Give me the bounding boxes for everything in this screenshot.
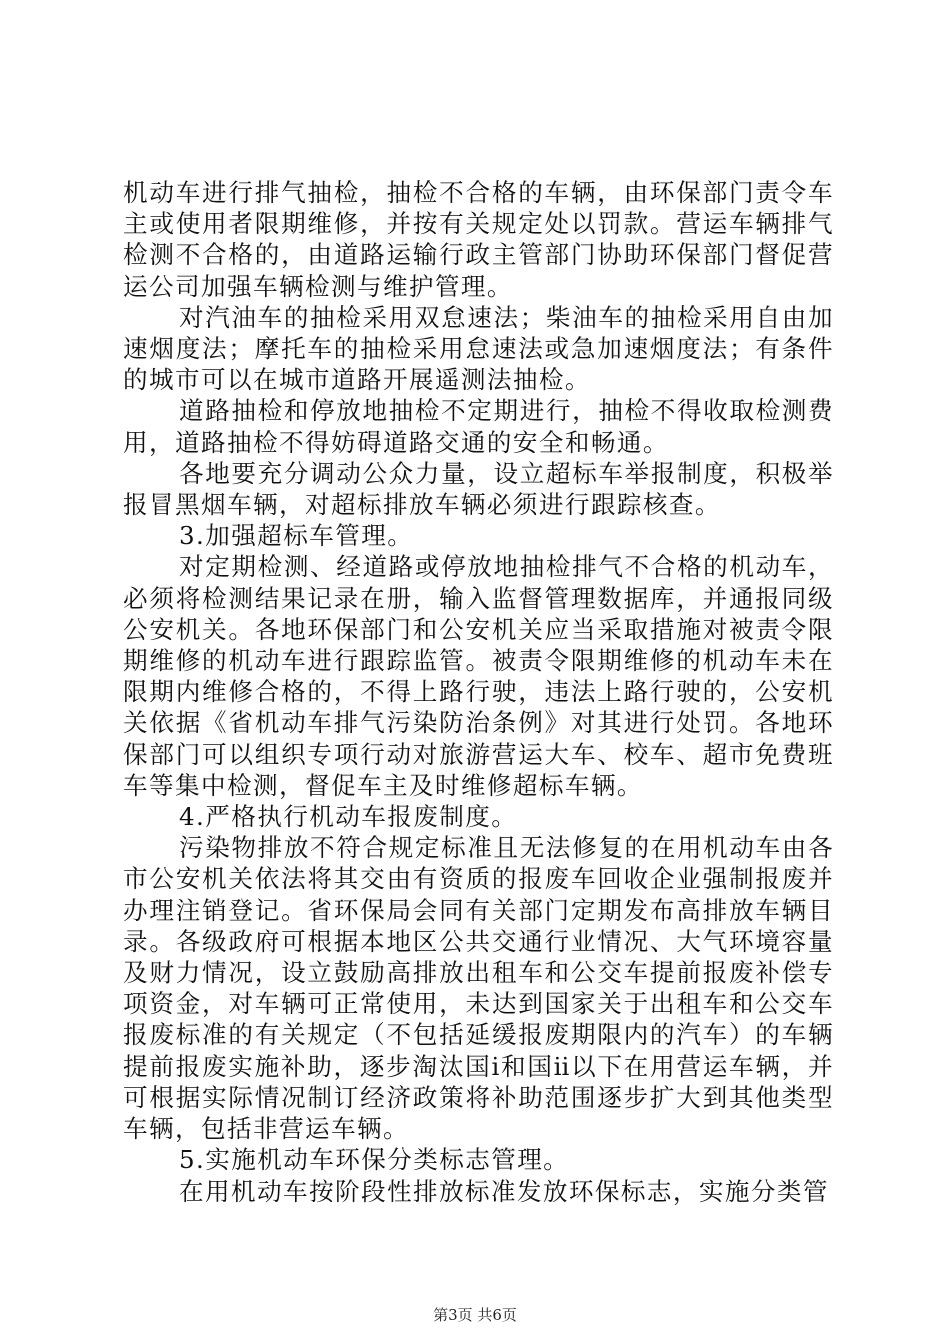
page-number-footer: 第3页 共6页 bbox=[433, 1306, 517, 1324]
section-heading-4: 4.严格执行机动车报废制度。 bbox=[179, 802, 518, 832]
paragraph-environmental-labels: 在用机动车按阶段性排放标准发放环保标志，实施分类管 bbox=[179, 1176, 829, 1206]
section-heading-5: 5.实施机动车环保分类标志管理。 bbox=[179, 1145, 570, 1175]
paragraph-public-reporting: 各地要充分调动公众力量，设立超标车举报制度，积极举报冒黑烟车辆，对超标排放车辆必须进行跟踪核查。 bbox=[123, 458, 834, 520]
paragraph-inspection-methods: 对汽油车的抽检采用双怠速法；柴油车的抽检采用自由加速烟度法；摩托车的抽检采用怠速法或急加速烟度法；有条件的城市可以在城市道路开展遥测法抽检。 bbox=[123, 302, 834, 395]
paragraph-over-standard-management: 对定期检测、经道路或停放地抽检排气不合格的机动车，必须将检测结果记录在册，输入监督管理数据库，并通报同级公安机关。各地环保部门和公安机关应当采取措施对被责令限期维修的机动车进行跟踪监管。被责令限期维修的机动车未在限期内维修合格的，不得上路行驶，违法上路行驶的，公安机关依据《省机动车排气污染防治条例》对其进行处罚。各地环保部门可以组织专项行动对旅游营运大车、校车、超市免费班车等集中检测，督促车主及时维修超标车辆。 bbox=[123, 552, 834, 800]
paragraph-road-inspection: 道路抽检和停放地抽检不定期进行，抽检不得收取检测费用，道路抽检不得妨碍道路交通的安全和畅通。 bbox=[123, 396, 834, 457]
document-body bbox=[123, 177, 834, 1207]
section-heading-3: 3.加强超标车管理。 bbox=[179, 521, 414, 551]
paragraph-scrapping-system: 污染物排放不符合规定标准且无法修复的在用机动车由各市公安机关依法将其交由有资质的报废车回收企业强制报废并办理注销登记。省环保局会同有关部门定期发布高排放车辆目录。各级政府可根据本地区公共交通行业情况、大气环境容量及财力情况，设立鼓励高排放出租车和公交车提前报废补偿专项资金，对车辆可正常使用，未达到国家关于出租车和公交车报废标准的有关规定（不包括延缓报废期限内的汽车）的车辆提前报废实施补助，逐步淘汰国ⅰ和国ⅱ以下在用营运车辆，并可根据实际情况制订经济政策将补助范围逐步扩大到其他类型车辆，包括非营运车辆。 bbox=[123, 833, 834, 1144]
paragraph-continued-inspection: 机动车进行排气抽检，抽检不合格的车辆，由环保部门责令车主或使用者限期维修，并按有关规定处以罚款。营运车辆排气检测不合格的，由道路运输行政主管部门协助环保部门督促营运公司加强车辆检测与维护管理。 bbox=[123, 178, 834, 301]
